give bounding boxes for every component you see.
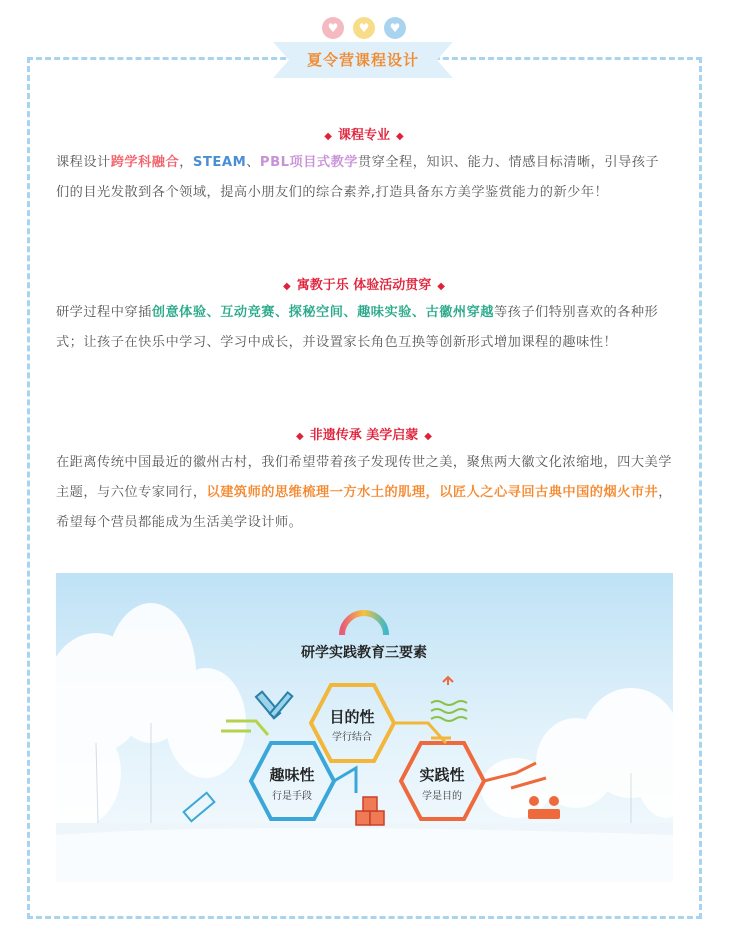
node-sub-practice: 学是目的: [422, 791, 462, 802]
section-paragraph-3: [56, 448, 672, 538]
text-run: 贯穿全程，知识、能力、情感目标清晰，引导孩子们的目光发散到各个领域，提高小朋友们的综合素养,打造具备东方美学鉴赏能力的新少年！: [56, 155, 660, 200]
heart-icon: ♥: [322, 17, 344, 39]
highlight-activities: 创意体验、互动竞赛、探秘空间、趣味实验、古徽州穿越: [151, 305, 494, 320]
text-run: 、: [246, 155, 260, 170]
heart-icon: ♥: [384, 17, 406, 39]
highlight-interdisciplinary: 跨学科融合: [110, 155, 180, 170]
diamond-icon: ◆: [396, 131, 404, 142]
section-title-text: 寓教于乐 体验活动贯穿: [296, 278, 432, 293]
diamond-icon: ◆: [296, 431, 304, 442]
diamond-icon: ◆: [437, 281, 445, 292]
section-title-3: [56, 424, 672, 443]
section-paragraph-1: [56, 148, 672, 208]
diamond-icon: ◆: [283, 281, 291, 292]
text-run: 等孩子们特别喜欢的各种形式；让孩子在快乐中学习、学习中成长，并设置家长角色互换等创新形式增加课程的趣味性！: [56, 305, 659, 350]
text-run: 研学过程中穿插: [56, 305, 152, 320]
highlight-steam: STEAM: [192, 155, 247, 170]
node-label-fun: 趣味性: [269, 768, 315, 784]
node-sub-purpose: 学行结合: [332, 732, 372, 743]
diamond-icon: ◆: [324, 131, 332, 142]
section-title-text: 课程专业: [337, 128, 390, 143]
text-run: 课程设计: [56, 155, 111, 170]
section-title-2: [56, 274, 672, 293]
section-title-1: [56, 124, 672, 143]
title-banner: [273, 38, 453, 82]
infographic-image: [56, 573, 673, 882]
text-run: ，: [179, 155, 193, 170]
heart-icon: ♥: [353, 17, 375, 39]
node-label-purpose: 目的性: [329, 710, 375, 726]
highlight-architect: 以建筑师的思维梳理一方水土的肌理，以匠人之心寻回古典中国的烟火市井: [206, 485, 659, 500]
highlight-pbl: PBL项目式教学: [259, 155, 358, 170]
text-run: ，希望每个营员都能成为生活美学设计师。: [56, 485, 672, 530]
infographic-title: 研学实践教育三要素: [301, 646, 427, 661]
diamond-icon: ◆: [424, 431, 432, 442]
page-title: 夏令营课程设计: [306, 51, 419, 69]
node-label-practice: 实践性: [419, 768, 465, 784]
section-paragraph-2: [56, 298, 672, 358]
text-run: 在距离传统中国最近的徽州古村，我们希望带着孩子发现传世之美，聚焦两大徽文化浓缩地，四大美学主题，与六位专家同行，: [56, 455, 672, 500]
section-title-text: 非遗传承 美学启蒙: [309, 428, 419, 443]
node-sub-fun: 行是手段: [272, 791, 312, 802]
